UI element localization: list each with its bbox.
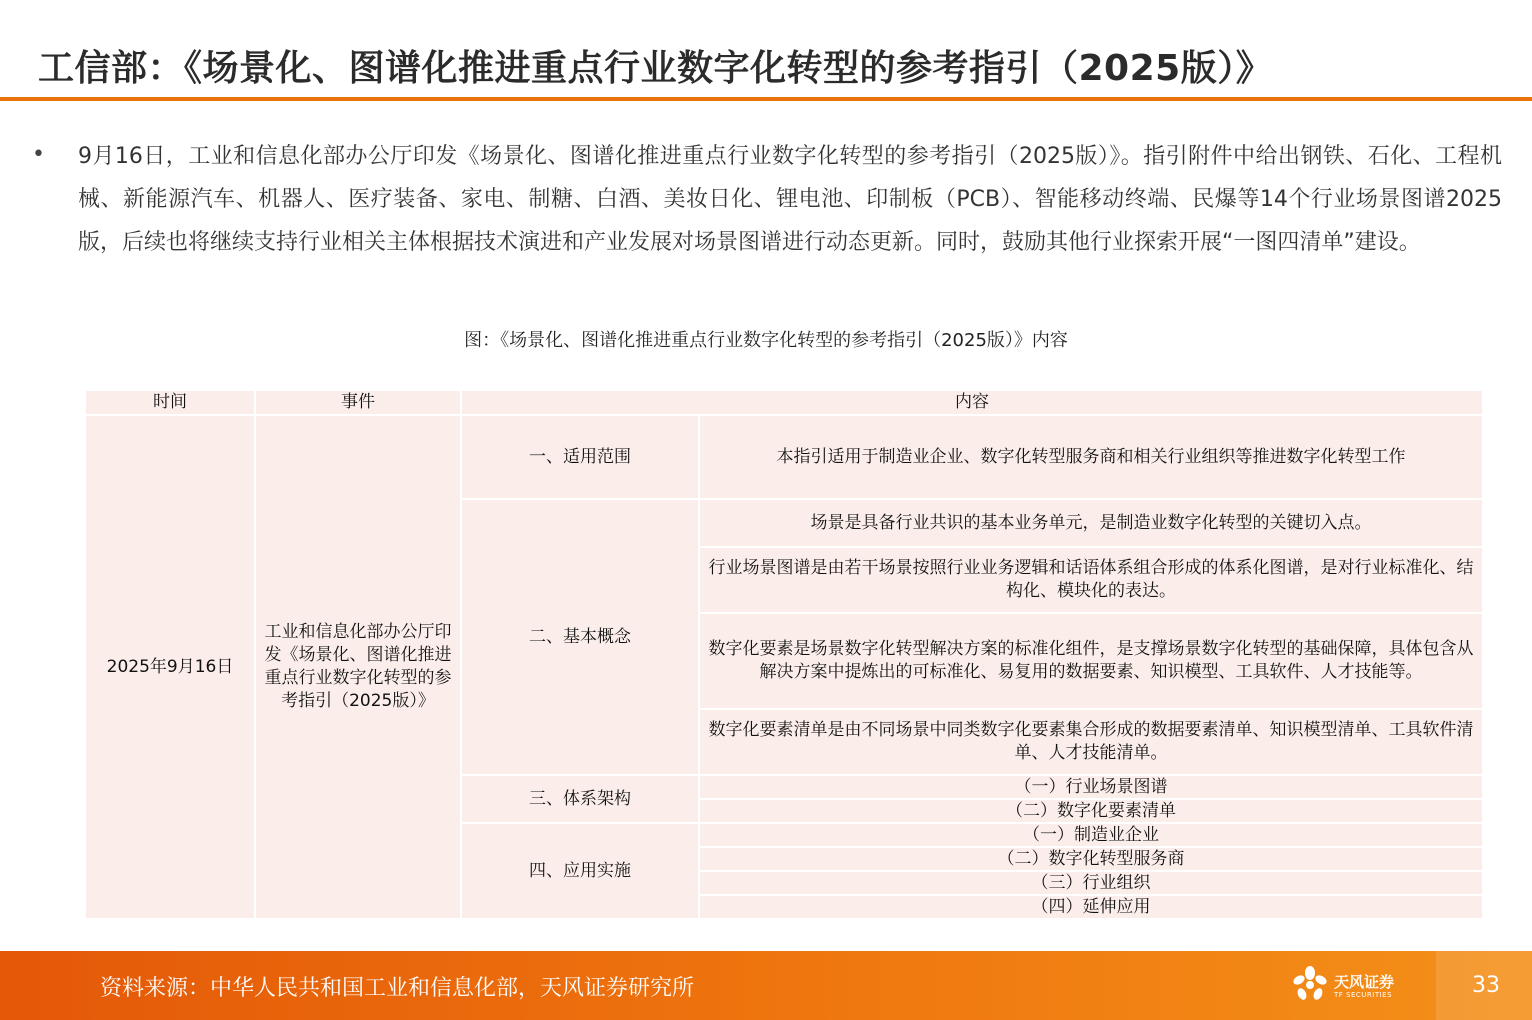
- section-item: （二）数字化转型服务商: [700, 848, 1482, 870]
- cell-time: 2025年9月16日: [86, 416, 254, 918]
- page-title: 工信部：《场景化、图谱化推进重点行业数字化转型的参考指引（2025版）》: [38, 48, 1273, 89]
- header-content: 内容: [462, 391, 1482, 414]
- section-item: （三）行业组织: [700, 872, 1482, 894]
- flower-logo-icon: [1290, 965, 1330, 1007]
- section-item: 数字化要素清单是由不同场景中同类数字化要素集合形成的数据要素清单、知识模型清单、工具软件清单、人才技能清单。: [700, 710, 1482, 774]
- table-row: [86, 416, 1482, 498]
- bullet-marker: •: [32, 142, 45, 167]
- guideline-table: [84, 389, 1484, 920]
- tf-securities-logo: [1290, 965, 1410, 1007]
- title-underline: [0, 97, 1532, 101]
- section-item: （一）行业场景图谱: [700, 776, 1482, 798]
- cell-event: 工业和信息化部办公厅印发《场景化、图谱化推进重点行业数字化转型的参考指引（2025版）》: [256, 416, 460, 918]
- footer-bar: [0, 951, 1532, 1020]
- section-item: 场景是具备行业共识的基本业务单元，是制造业数字化转型的关键切入点。: [700, 500, 1482, 546]
- source-note: 资料来源：中华人民共和国工业和信息化部，天风证券研究所: [100, 976, 695, 1001]
- section-item: 行业场景图谱是由若干场景按照行业业务逻辑和话语体系组合形成的体系化图谱，是对行业标准化、结构化、模块化的表达。: [700, 548, 1482, 612]
- section-label-concepts: 二、基本概念: [462, 500, 698, 774]
- table-header-row: [86, 391, 1482, 414]
- section-label-architecture: 三、体系架构: [462, 776, 698, 822]
- summary-paragraph: 9月16日，工业和信息化部办公厅印发《场景化、图谱化推进重点行业数字化转型的参考指引（2025版）》。指引附件中给出钢铁、石化、工程机械、新能源汽车、机器人、医疗装备、家电、制糖、白酒、美妆日化、锂电池、印制板（PCB）、智能移动终端、民爆等14个行业场景图谱2025版，后续也将继续支持行业相关主体根据技术演进和产业发展对场景图谱进行动态更新。同时，鼓励其他行业探索开展“一图四清单”建设。: [78, 144, 1502, 255]
- figure-caption: 图：《场景化、图谱化推进重点行业数字化转型的参考指引（2025版）》内容: [464, 330, 1068, 351]
- logo-name: 天风证券: [1334, 973, 1395, 991]
- section-label-implementation: 四、应用实施: [462, 824, 698, 918]
- section-item: （二）数字化要素清单: [700, 800, 1482, 822]
- header-time: 时间: [86, 391, 254, 414]
- section-item: （一）制造业企业: [700, 824, 1482, 846]
- section-label-scope: 一、适用范围: [462, 416, 698, 498]
- logo-subtitle: TF SECURITIES: [1334, 991, 1393, 999]
- header-event: 事件: [256, 391, 460, 414]
- page-number: 33: [1472, 973, 1500, 998]
- section-item: 本指引适用于制造业企业、数字化转型服务商和相关行业组织等推进数字化转型工作: [700, 416, 1482, 498]
- section-item: 数字化要素是场景数字化转型解决方案的标准化组件，是支撑场景数字化转型的基础保障，具体包含从解决方案中提炼出的可标准化、易复用的数据要素、知识模型、工具软件、人才技能等。: [700, 614, 1482, 708]
- section-item: （四）延伸应用: [700, 896, 1482, 918]
